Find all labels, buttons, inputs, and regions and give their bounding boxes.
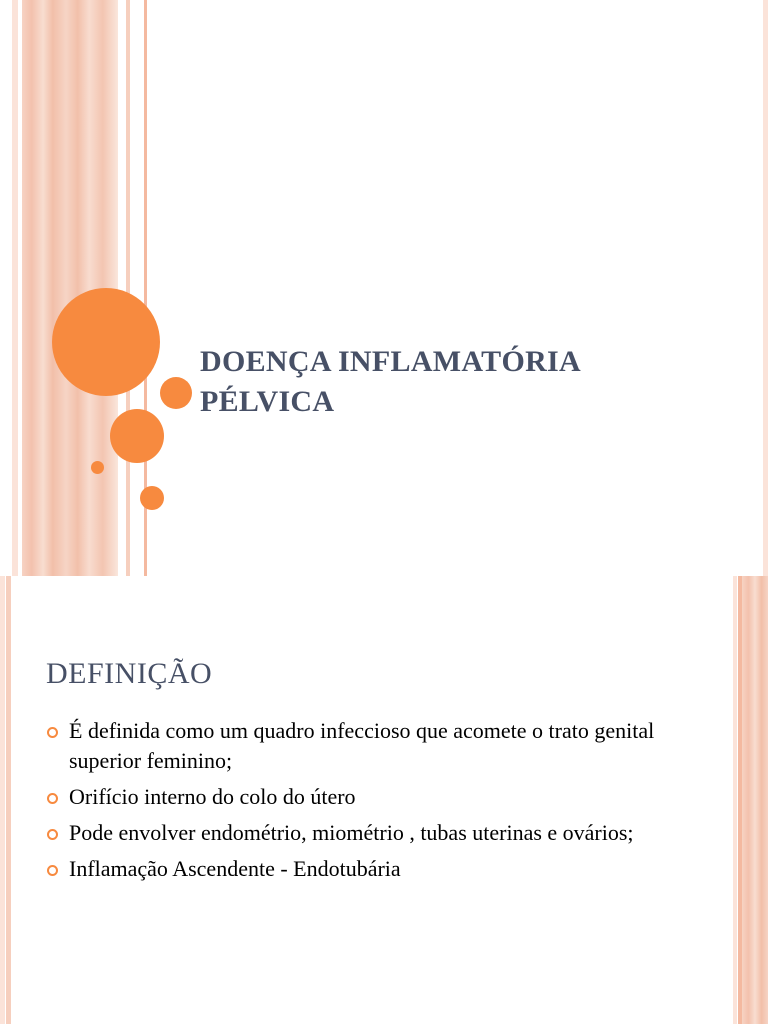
bullet-list xyxy=(46,716,686,890)
decorative-stripe xyxy=(763,0,768,576)
decorative-circle-small xyxy=(140,486,164,510)
decorative-circle-medium xyxy=(110,409,164,463)
bullet-item xyxy=(46,782,686,812)
bullet-text: Orifício interno do colo do útero xyxy=(69,784,356,809)
hollow-circle-bullet-icon xyxy=(47,865,58,876)
decorative-stripe xyxy=(0,0,12,576)
decorative-circle-tiny xyxy=(91,461,104,474)
slide-title-line-2: PÉLVICA xyxy=(200,385,335,418)
hollow-circle-bullet-icon xyxy=(47,727,58,738)
bullet-text: Pode envolver endométrio, miométrio , tubas uterinas e ovários; xyxy=(69,820,634,845)
decorative-stripe xyxy=(12,0,18,576)
hollow-circle-bullet-icon xyxy=(47,829,58,840)
decorative-circle-small xyxy=(160,377,192,409)
bullet-text: Inflamação Ascendente - Endotubária xyxy=(69,856,401,881)
hollow-circle-bullet-icon xyxy=(47,793,58,804)
bullet-item xyxy=(46,854,686,884)
definition-slide xyxy=(0,576,768,1024)
slide-title-line-1: DOENÇA INFLAMATÓRIA xyxy=(200,345,581,378)
slide-title xyxy=(200,342,720,422)
decorative-stripe-band xyxy=(742,576,768,1024)
decorative-stripe xyxy=(0,576,5,1024)
decorative-stripe xyxy=(126,0,130,576)
section-heading: DEFINIÇÃO xyxy=(46,657,213,690)
bullet-text: É definida como um quadro infeccioso que acomete o trato genital superior feminino; xyxy=(69,718,655,773)
decorative-circle-large xyxy=(52,288,160,396)
decorative-stripe xyxy=(6,576,11,1024)
bullet-item xyxy=(46,818,686,848)
decorative-stripe xyxy=(118,0,126,576)
decorative-stripe xyxy=(733,576,737,1024)
bullet-item xyxy=(46,716,686,776)
